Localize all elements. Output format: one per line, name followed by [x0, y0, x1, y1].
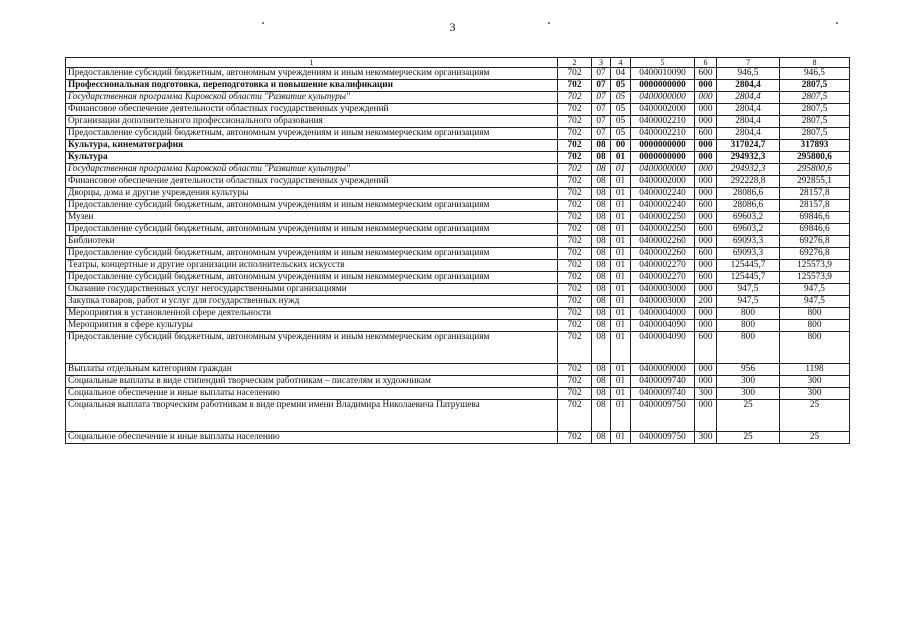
code-subsection: 01: [611, 164, 631, 176]
code-section: 07: [592, 116, 611, 128]
column-number: 8: [780, 58, 850, 68]
amount-year-2: 946,5: [780, 68, 850, 80]
row-name: Предоставление субсидий бюджетным, автономным учреждениям и иным некоммерческим организациям: [66, 248, 558, 260]
code-section: 07: [592, 68, 611, 80]
scan-speck: [836, 22, 838, 24]
amount-year-1: 956: [717, 364, 780, 376]
code-section: 08: [592, 236, 611, 248]
amount-year-2: 947,5: [780, 296, 850, 308]
amount-year-1: 69603,2: [717, 224, 780, 236]
table-row: [66, 388, 850, 400]
table-row: [66, 248, 850, 260]
code-ministry: 702: [558, 400, 592, 432]
code-expense-type: 600: [695, 128, 717, 140]
table-row: [66, 116, 850, 128]
code-section: 08: [592, 212, 611, 224]
code-subsection: 01: [611, 332, 631, 364]
table-row: [66, 364, 850, 376]
code-section: 08: [592, 260, 611, 272]
amount-year-2: 25: [780, 400, 850, 432]
amount-year-2: 125573,9: [780, 260, 850, 272]
amount-year-2: 300: [780, 376, 850, 388]
code-subsection: 01: [611, 296, 631, 308]
code-section: 08: [592, 140, 611, 152]
row-name: Дворцы, дома и другие учреждения культуры: [66, 188, 558, 200]
code-ministry: 702: [558, 152, 592, 164]
code-subsection: 01: [611, 400, 631, 432]
code-target-article: 0400000000: [631, 164, 695, 176]
code-subsection: 01: [611, 364, 631, 376]
code-target-article: 0400009750: [631, 432, 695, 444]
amount-year-2: 2807,5: [780, 92, 850, 104]
table-row: [66, 376, 850, 388]
amount-year-1: 69603,2: [717, 212, 780, 224]
code-target-article: 0400009740: [631, 376, 695, 388]
code-subsection: 01: [611, 260, 631, 272]
row-name: Культура, кинематография: [66, 140, 558, 152]
code-section: 07: [592, 80, 611, 92]
amount-year-1: 2804,4: [717, 104, 780, 116]
code-expense-type: 000: [695, 188, 717, 200]
amount-year-1: 69093,3: [717, 248, 780, 260]
code-ministry: 702: [558, 272, 592, 284]
code-subsection: 01: [611, 200, 631, 212]
code-ministry: 702: [558, 260, 592, 272]
code-ministry: 702: [558, 236, 592, 248]
table-row: [66, 104, 850, 116]
code-expense-type: 000: [695, 320, 717, 332]
code-ministry: 702: [558, 224, 592, 236]
amount-year-1: 947,5: [717, 284, 780, 296]
row-name: Предоставление субсидий бюджетным, автономным учреждениям и иным некоммерческим организациям: [66, 68, 558, 80]
code-ministry: 702: [558, 284, 592, 296]
column-number-row: [66, 58, 850, 68]
code-subsection: 05: [611, 80, 631, 92]
table-row: [66, 188, 850, 200]
code-expense-type: 000: [695, 140, 717, 152]
code-expense-type: 000: [695, 400, 717, 432]
table-row: [66, 272, 850, 284]
row-name: Предоставление субсидий бюджетным, автономным учреждениям и иным некоммерческим организациям: [66, 128, 558, 140]
column-number: 7: [717, 58, 780, 68]
code-section: 07: [592, 128, 611, 140]
code-section: 08: [592, 248, 611, 260]
code-section: 08: [592, 188, 611, 200]
amount-year-2: 1198: [780, 364, 850, 376]
code-expense-type: 600: [695, 272, 717, 284]
table-row: [66, 296, 850, 308]
amount-year-1: 947,5: [717, 296, 780, 308]
table-row: [66, 92, 850, 104]
row-name: Предоставление субсидий бюджетным, автономным учреждениям и иным некоммерческим организациям: [66, 332, 558, 364]
row-name: Социальные выплаты в виде стипендий творческим работникам – писателям и художникам: [66, 376, 558, 388]
code-target-article: 0400002000: [631, 104, 695, 116]
code-ministry: 702: [558, 376, 592, 388]
amount-year-1: 125445,7: [717, 272, 780, 284]
code-target-article: 0400009740: [631, 388, 695, 400]
table-row: [66, 164, 850, 176]
code-ministry: 702: [558, 116, 592, 128]
code-expense-type: 300: [695, 432, 717, 444]
amount-year-2: 69846,6: [780, 224, 850, 236]
amount-year-2: 69276,8: [780, 248, 850, 260]
amount-year-1: 800: [717, 320, 780, 332]
amount-year-2: 28157,8: [780, 200, 850, 212]
budget-table: [65, 57, 850, 444]
amount-year-1: 25: [717, 432, 780, 444]
code-expense-type: 000: [695, 92, 717, 104]
table-row: [66, 332, 850, 364]
code-ministry: 702: [558, 296, 592, 308]
table-row: [66, 260, 850, 272]
table-row: [66, 400, 850, 432]
code-ministry: 702: [558, 320, 592, 332]
code-section: 08: [592, 284, 611, 296]
code-expense-type: 000: [695, 236, 717, 248]
row-name: Социальная выплата творческим работникам в виде премии имени Владимира Николаевича Патрушева: [66, 400, 558, 432]
code-ministry: 702: [558, 388, 592, 400]
row-name: Мероприятия в сфере культуры: [66, 320, 558, 332]
code-subsection: 04: [611, 68, 631, 80]
amount-year-2: 295800,6: [780, 164, 850, 176]
scan-speck: [548, 22, 550, 24]
table-row: [66, 236, 850, 248]
code-target-article: 0400002260: [631, 248, 695, 260]
code-expense-type: 000: [695, 376, 717, 388]
code-expense-type: 000: [695, 364, 717, 376]
code-target-article: 0400002210: [631, 116, 695, 128]
amount-year-2: 69276,8: [780, 236, 850, 248]
code-target-article: 0400003000: [631, 284, 695, 296]
amount-year-2: 25: [780, 432, 850, 444]
amount-year-1: 800: [717, 332, 780, 364]
code-section: 08: [592, 296, 611, 308]
code-target-article: 0400004090: [631, 320, 695, 332]
code-expense-type: 000: [695, 260, 717, 272]
table-row: [66, 224, 850, 236]
code-subsection: 01: [611, 212, 631, 224]
column-number: 5: [631, 58, 695, 68]
amount-year-2: 69846,6: [780, 212, 850, 224]
amount-year-2: 800: [780, 308, 850, 320]
amount-year-2: 292855,1: [780, 176, 850, 188]
code-target-article: 0400010090: [631, 68, 695, 80]
row-name: Мероприятия в установленной сфере деятельности: [66, 308, 558, 320]
code-section: 08: [592, 176, 611, 188]
column-number: 2: [558, 58, 592, 68]
table-row: [66, 140, 850, 152]
code-ministry: 702: [558, 164, 592, 176]
row-name: Культура: [66, 152, 558, 164]
code-ministry: 702: [558, 92, 592, 104]
row-name: Социальное обеспечение и иные выплаты населению: [66, 388, 558, 400]
row-name: Предоставление субсидий бюджетным, автономным учреждениям и иным некоммерческим организациям: [66, 200, 558, 212]
code-ministry: 702: [558, 308, 592, 320]
code-expense-type: 000: [695, 152, 717, 164]
table-row: [66, 284, 850, 296]
code-section: 08: [592, 164, 611, 176]
table-row: [66, 432, 850, 444]
row-name: Предоставление субсидий бюджетным, автономным учреждениям и иным некоммерческим организациям: [66, 224, 558, 236]
code-target-article: 0400003000: [631, 296, 695, 308]
code-ministry: 702: [558, 104, 592, 116]
code-target-article: 0400002270: [631, 260, 695, 272]
amount-year-1: 125445,7: [717, 260, 780, 272]
code-expense-type: 000: [695, 80, 717, 92]
row-name: Библиотеки: [66, 236, 558, 248]
amount-year-2: 947,5: [780, 284, 850, 296]
code-subsection: 01: [611, 272, 631, 284]
code-target-article: 0400004090: [631, 332, 695, 364]
amount-year-1: 2804,4: [717, 80, 780, 92]
code-ministry: 702: [558, 332, 592, 364]
code-subsection: 05: [611, 92, 631, 104]
code-expense-type: 600: [695, 332, 717, 364]
row-name: Театры, концертные и другие организации исполнительских искусств: [66, 260, 558, 272]
code-target-article: 0400002250: [631, 212, 695, 224]
code-expense-type: 600: [695, 248, 717, 260]
code-target-article: 0400002000: [631, 176, 695, 188]
code-section: 07: [592, 104, 611, 116]
table-row: [66, 212, 850, 224]
code-expense-type: 000: [695, 164, 717, 176]
amount-year-1: 2804,4: [717, 116, 780, 128]
code-subsection: 01: [611, 248, 631, 260]
code-target-article: 0000000000: [631, 80, 695, 92]
code-ministry: 702: [558, 212, 592, 224]
code-section: 08: [592, 364, 611, 376]
row-name: Организации дополнительного профессионального образования: [66, 116, 558, 128]
code-ministry: 702: [558, 80, 592, 92]
code-subsection: 00: [611, 140, 631, 152]
code-ministry: 702: [558, 140, 592, 152]
code-section: 08: [592, 272, 611, 284]
code-expense-type: 600: [695, 224, 717, 236]
code-subsection: 01: [611, 308, 631, 320]
code-expense-type: 600: [695, 200, 717, 212]
amount-year-1: 317024,7: [717, 140, 780, 152]
code-subsection: 01: [611, 176, 631, 188]
code-target-article: 0400009750: [631, 400, 695, 432]
code-target-article: 0400002210: [631, 128, 695, 140]
row-name: Оказание государственных услуг негосударственными организациями: [66, 284, 558, 296]
code-target-article: 0000000000: [631, 140, 695, 152]
code-subsection: 05: [611, 116, 631, 128]
code-section: 08: [592, 320, 611, 332]
code-expense-type: 000: [695, 308, 717, 320]
page-number: 3: [449, 20, 456, 34]
table-body: [66, 68, 850, 444]
code-ministry: 702: [558, 200, 592, 212]
row-name: Государственная программа Кировской области "Развитие культуры": [66, 164, 558, 176]
table-row: [66, 68, 850, 80]
code-target-article: 0400002250: [631, 224, 695, 236]
row-name: Выплаты отдельным категориям граждан: [66, 364, 558, 376]
row-name: Профессиональная подготовка, переподготовка и повышение квалификации: [66, 80, 558, 92]
code-subsection: 05: [611, 104, 631, 116]
code-section: 08: [592, 152, 611, 164]
row-name: Государственная программа Кировской области "Развитие культуры": [66, 92, 558, 104]
amount-year-1: 800: [717, 308, 780, 320]
column-number: 1: [66, 58, 558, 68]
table-row: [66, 128, 850, 140]
amount-year-1: 2804,4: [717, 128, 780, 140]
amount-year-2: 300: [780, 388, 850, 400]
code-ministry: 702: [558, 68, 592, 80]
code-expense-type: 000: [695, 104, 717, 116]
code-section: 08: [592, 432, 611, 444]
amount-year-1: 2804,4: [717, 92, 780, 104]
amount-year-1: 946,5: [717, 68, 780, 80]
amount-year-2: 800: [780, 332, 850, 364]
code-subsection: 01: [611, 432, 631, 444]
code-target-article: 0400000000: [631, 92, 695, 104]
code-section: 08: [592, 332, 611, 364]
code-section: 08: [592, 308, 611, 320]
amount-year-1: 69093,3: [717, 236, 780, 248]
amount-year-1: 25: [717, 400, 780, 432]
code-subsection: 01: [611, 320, 631, 332]
code-section: 08: [592, 400, 611, 432]
code-expense-type: 000: [695, 212, 717, 224]
code-expense-type: 600: [695, 68, 717, 80]
code-section: 07: [592, 92, 611, 104]
code-expense-type: 300: [695, 388, 717, 400]
amount-year-1: 292228,8: [717, 176, 780, 188]
table-row: [66, 80, 850, 92]
row-name: Музеи: [66, 212, 558, 224]
amount-year-1: 294932,3: [717, 152, 780, 164]
row-name: Закупка товаров, работ и услуг для государственных нужд: [66, 296, 558, 308]
amount-year-1: 300: [717, 376, 780, 388]
amount-year-2: 2807,5: [780, 116, 850, 128]
code-target-article: 0400009000: [631, 364, 695, 376]
row-name: Финансовое обеспечение деятельности областных государственных учреждений: [66, 176, 558, 188]
amount-year-2: 800: [780, 320, 850, 332]
row-name: Финансовое обеспечение деятельности областных государственных учреждений: [66, 104, 558, 116]
column-number: 4: [611, 58, 631, 68]
code-target-article: 0000000000: [631, 152, 695, 164]
table-row: [66, 320, 850, 332]
code-target-article: 0400002240: [631, 200, 695, 212]
code-target-article: 0400004000: [631, 308, 695, 320]
code-subsection: 01: [611, 224, 631, 236]
table-row: [66, 152, 850, 164]
code-section: 08: [592, 224, 611, 236]
code-subsection: 01: [611, 284, 631, 296]
amount-year-1: 300: [717, 388, 780, 400]
code-ministry: 702: [558, 432, 592, 444]
code-subsection: 01: [611, 388, 631, 400]
code-target-article: 0400002240: [631, 188, 695, 200]
code-section: 08: [592, 376, 611, 388]
column-number: 3: [592, 58, 611, 68]
code-subsection: 01: [611, 376, 631, 388]
code-ministry: 702: [558, 176, 592, 188]
column-number: 6: [695, 58, 717, 68]
amount-year-2: 2807,5: [780, 104, 850, 116]
code-subsection: 05: [611, 128, 631, 140]
table-row: [66, 176, 850, 188]
code-target-article: 0400002260: [631, 236, 695, 248]
row-name: Социальное обеспечение и иные выплаты населению: [66, 432, 558, 444]
code-subsection: 01: [611, 152, 631, 164]
code-ministry: 702: [558, 248, 592, 260]
code-subsection: 01: [611, 188, 631, 200]
code-subsection: 01: [611, 236, 631, 248]
code-expense-type: 000: [695, 116, 717, 128]
amount-year-2: 317893: [780, 140, 850, 152]
amount-year-2: 2807,5: [780, 128, 850, 140]
amount-year-2: 125573,9: [780, 272, 850, 284]
code-expense-type: 000: [695, 284, 717, 296]
code-ministry: 702: [558, 188, 592, 200]
code-expense-type: 000: [695, 176, 717, 188]
amount-year-1: 294932,3: [717, 164, 780, 176]
amount-year-2: 28157,8: [780, 188, 850, 200]
table-row: [66, 308, 850, 320]
amount-year-1: 28086,6: [717, 200, 780, 212]
table-row: [66, 200, 850, 212]
code-section: 08: [592, 388, 611, 400]
code-expense-type: 200: [695, 296, 717, 308]
row-name: Предоставление субсидий бюджетным, автономным учреждениям и иным некоммерческим организациям: [66, 272, 558, 284]
code-ministry: 702: [558, 364, 592, 376]
amount-year-1: 28086,6: [717, 188, 780, 200]
code-ministry: 702: [558, 128, 592, 140]
code-target-article: 0400002270: [631, 272, 695, 284]
amount-year-2: 2807,5: [780, 80, 850, 92]
scan-speck: [262, 22, 264, 24]
amount-year-2: 295800,6: [780, 152, 850, 164]
code-section: 08: [592, 200, 611, 212]
